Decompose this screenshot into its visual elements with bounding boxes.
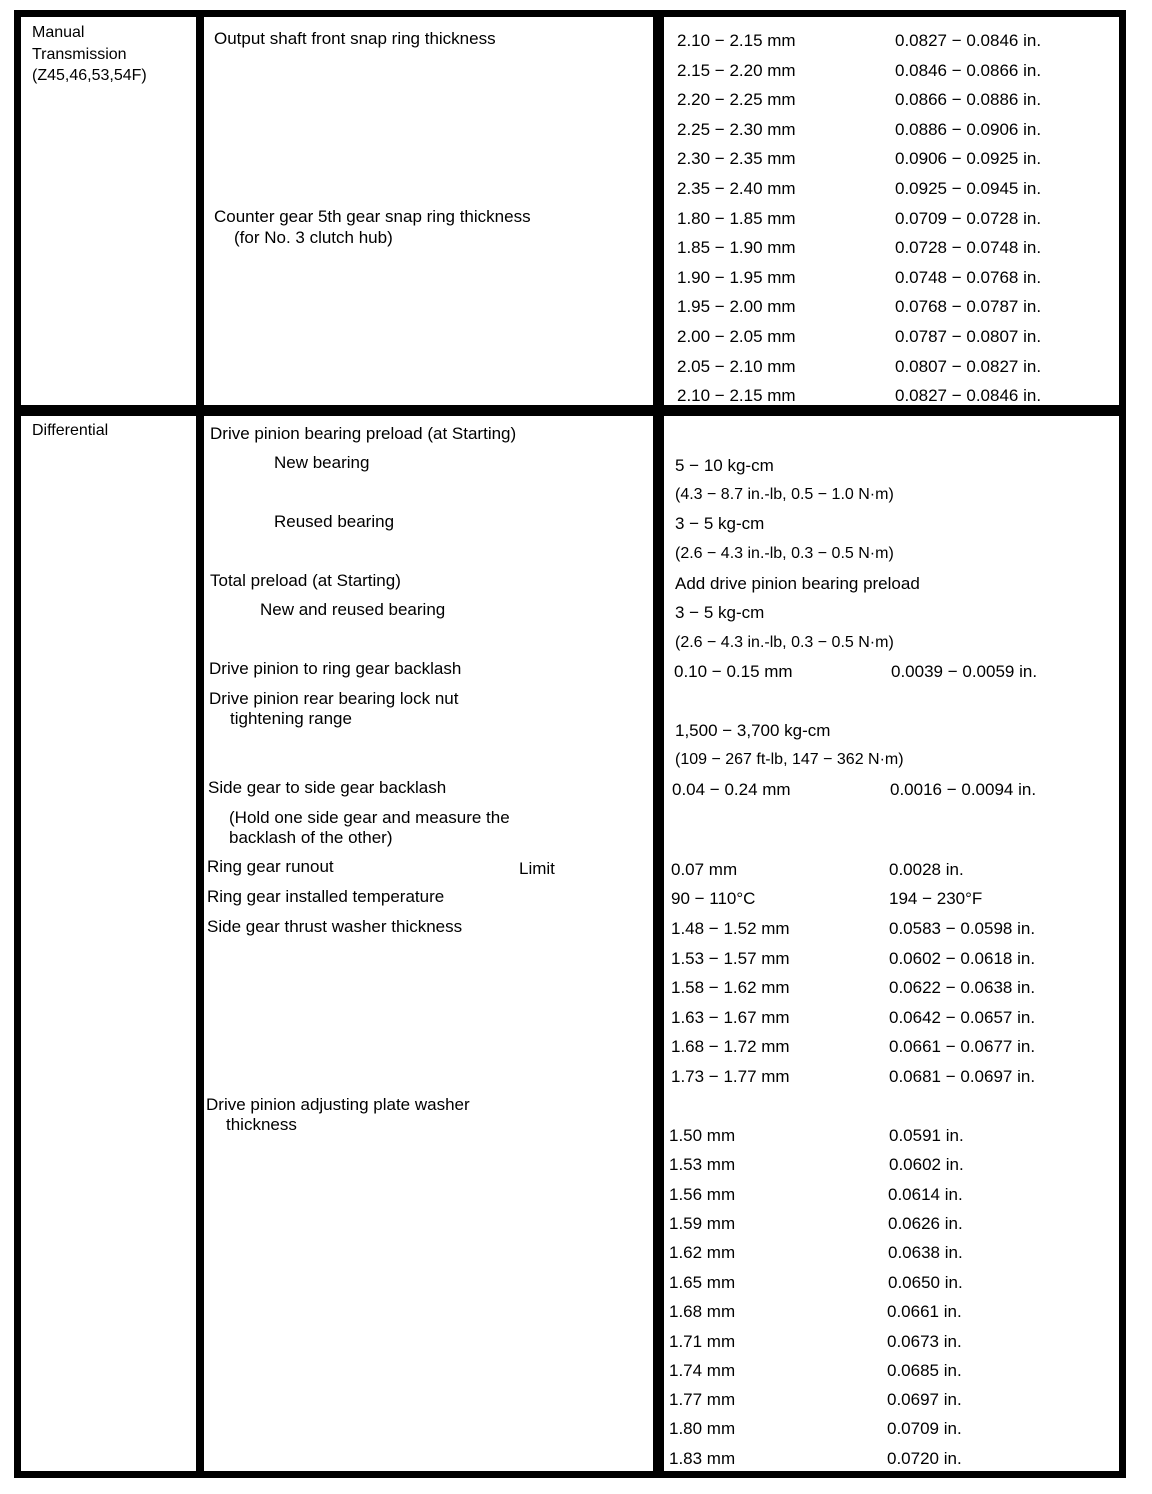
item-label: (for No. 3 clutch hub) bbox=[234, 228, 393, 247]
section-divider bbox=[14, 405, 1126, 416]
metric-value: 2.10 − 2.15 mm bbox=[677, 31, 796, 50]
imperial-value: 0.0039 − 0.0059 in. bbox=[891, 662, 1038, 681]
imperial-value: 0.0720 in. bbox=[887, 1449, 962, 1468]
metric-value: 1.56 mm bbox=[669, 1185, 736, 1204]
metric-value: 1.85 − 1.90 mm bbox=[677, 238, 796, 258]
metric-value: 2.25 − 2.30 mm bbox=[677, 119, 796, 139]
metric-value: 1.68 mm bbox=[669, 1302, 736, 1321]
column-divider-2 bbox=[653, 10, 664, 1478]
imperial-value: 0.0709 in. bbox=[887, 1419, 962, 1438]
spec-value: (4.3 − 8.7 in.-lb, 0.5 − 1.0 N·m) bbox=[675, 486, 894, 503]
metric-value: 1.71 mm bbox=[669, 1332, 736, 1351]
imperial-value: 0.0709 − 0.0728 in. bbox=[895, 208, 1042, 228]
spec-value: 5 − 10 kg-cm bbox=[675, 456, 774, 475]
metric-value: 0.10 − 0.15 mm bbox=[674, 662, 793, 681]
metric-value: 1.50 mm bbox=[669, 1126, 736, 1145]
imperial-value: 0.0886 − 0.0906 in. bbox=[895, 119, 1042, 139]
metric-value: 1.53 mm bbox=[669, 1155, 736, 1174]
imperial-value: 0.0614 in. bbox=[888, 1185, 963, 1204]
item-label: New bearing bbox=[274, 453, 370, 472]
spec-value: 3 − 5 kg-cm bbox=[675, 514, 765, 533]
spec-value: (2.6 − 4.3 in.-lb, 0.3 − 0.5 N·m) bbox=[675, 634, 894, 651]
item-label: Limit bbox=[519, 859, 555, 878]
item-label: Ring gear runout bbox=[207, 857, 334, 876]
imperial-value: 0.0728 − 0.0748 in. bbox=[895, 238, 1042, 258]
metric-value: 1.80 − 1.85 mm bbox=[677, 208, 796, 228]
column-divider-1 bbox=[196, 10, 204, 1478]
imperial-value: 0.0906 − 0.0925 in. bbox=[895, 149, 1042, 169]
item-label: Total preload (at Starting) bbox=[210, 571, 401, 590]
spec-value: (109 − 267 ft-lb, 147 − 362 N·m) bbox=[675, 751, 904, 768]
metric-value: 2.20 − 2.25 mm bbox=[677, 90, 796, 110]
metric-value: 2.35 − 2.40 mm bbox=[677, 179, 796, 198]
imperial-value: 194 − 230°F bbox=[889, 889, 983, 908]
item-label: tightening range bbox=[230, 709, 352, 728]
metric-value: 90 − 110°C bbox=[671, 889, 756, 908]
metric-value: 2.00 − 2.05 mm bbox=[677, 327, 796, 346]
item-label: Drive pinion to ring gear backlash bbox=[209, 659, 462, 678]
metric-value: 2.30 − 2.35 mm bbox=[677, 149, 796, 169]
metric-value: 0.04 − 0.24 mm bbox=[672, 780, 791, 799]
imperial-value: 0.0642 − 0.0657 in. bbox=[889, 1008, 1036, 1027]
spec-value: 3 − 5 kg-cm bbox=[675, 603, 765, 622]
imperial-value: 0.0602 in. bbox=[889, 1155, 964, 1174]
imperial-value: 0.0602 − 0.0618 in. bbox=[889, 949, 1036, 968]
item-label: Reused bearing bbox=[274, 512, 395, 531]
item-label: Drive pinion rear bearing lock nut bbox=[209, 689, 459, 708]
item-label: Counter gear 5th gear snap ring thickness bbox=[214, 207, 531, 226]
imperial-value: 0.0016 − 0.0094 in. bbox=[890, 780, 1037, 799]
imperial-value: 0.0622 − 0.0638 in. bbox=[889, 978, 1036, 997]
metric-value: 1.68 − 1.72 mm bbox=[671, 1037, 790, 1056]
item-label: Ring gear installed temperature bbox=[207, 887, 445, 906]
metric-value: 1.59 mm bbox=[669, 1214, 736, 1233]
metric-value: 2.15 − 2.20 mm bbox=[677, 60, 796, 80]
metric-value: 1.90 − 1.95 mm bbox=[677, 267, 796, 287]
metric-value: 1.95 − 2.00 mm bbox=[677, 297, 796, 317]
item-label: backlash of the other) bbox=[229, 828, 393, 847]
imperial-value: 0.0827 − 0.0846 in. bbox=[895, 31, 1042, 50]
imperial-value: 0.0846 − 0.0866 in. bbox=[895, 60, 1042, 80]
imperial-value: 0.0681 − 0.0697 in. bbox=[889, 1067, 1036, 1086]
imperial-value: 0.0925 − 0.0945 in. bbox=[895, 179, 1042, 198]
category-label: Differential bbox=[32, 422, 109, 439]
imperial-value: 0.0650 in. bbox=[888, 1273, 963, 1292]
category-label: Manual bbox=[32, 24, 85, 41]
item-label: Drive pinion adjusting plate washer bbox=[206, 1095, 470, 1114]
imperial-value: 0.0866 − 0.0886 in. bbox=[895, 90, 1042, 110]
imperial-value: 0.0638 in. bbox=[888, 1243, 963, 1262]
imperial-value: 0.0748 − 0.0768 in. bbox=[895, 267, 1042, 287]
metric-value: 1.80 mm bbox=[669, 1419, 736, 1438]
item-label: Side gear to side gear backlash bbox=[208, 778, 447, 797]
metric-value: 0.07 mm bbox=[671, 860, 738, 879]
imperial-value: 0.0768 − 0.0787 in. bbox=[895, 297, 1042, 317]
imperial-value: 0.0827 − 0.0846 in. bbox=[895, 386, 1042, 406]
category-label: (Z45,46,53,54F) bbox=[32, 67, 147, 84]
metric-value: 1.65 mm bbox=[669, 1273, 736, 1292]
imperial-value: 0.0626 in. bbox=[888, 1214, 963, 1233]
imperial-value: 0.0591 in. bbox=[889, 1126, 964, 1145]
spec-value: (2.6 − 4.3 in.-lb, 0.3 − 0.5 N·m) bbox=[675, 545, 894, 562]
imperial-value: 0.0028 in. bbox=[889, 860, 964, 879]
metric-value: 1.53 − 1.57 mm bbox=[671, 949, 790, 968]
metric-value: 1.62 mm bbox=[669, 1243, 736, 1262]
imperial-value: 0.0583 − 0.0598 in. bbox=[889, 919, 1036, 938]
imperial-value: 0.0685 in. bbox=[887, 1361, 962, 1380]
imperial-value: 0.0661 − 0.0677 in. bbox=[889, 1037, 1036, 1056]
item-label: Side gear thrust washer thickness bbox=[207, 917, 463, 936]
imperial-value: 0.0697 in. bbox=[887, 1390, 962, 1409]
item-label: thickness bbox=[226, 1115, 297, 1134]
metric-value: 1.58 − 1.62 mm bbox=[671, 978, 790, 997]
imperial-value: 0.0673 in. bbox=[887, 1332, 962, 1351]
metric-value: 2.05 − 2.10 mm bbox=[677, 356, 796, 376]
spec-value: Add drive pinion bearing preload bbox=[675, 574, 920, 593]
item-label: (Hold one side gear and measure the bbox=[229, 808, 510, 827]
metric-value: 1.48 − 1.52 mm bbox=[671, 919, 790, 938]
metric-value: 2.10 − 2.15 mm bbox=[677, 386, 796, 406]
imperial-value: 0.0661 in. bbox=[887, 1302, 962, 1321]
imperial-value: 0.0807 − 0.0827 in. bbox=[895, 356, 1042, 376]
item-label: Drive pinion bearing preload (at Starting) bbox=[210, 424, 517, 443]
metric-value: 1.83 mm bbox=[669, 1449, 736, 1468]
metric-value: 1.74 mm bbox=[669, 1361, 736, 1380]
imperial-value: 0.0787 − 0.0807 in. bbox=[895, 327, 1042, 346]
metric-value: 1.77 mm bbox=[669, 1390, 736, 1409]
item-label: New and reused bearing bbox=[260, 600, 446, 619]
metric-value: 1.63 − 1.67 mm bbox=[671, 1008, 790, 1027]
category-label: Transmission bbox=[32, 46, 127, 63]
spec-value: 1,500 − 3,700 kg-cm bbox=[675, 721, 831, 740]
item-label: Output shaft front snap ring thickness bbox=[214, 29, 496, 48]
metric-value: 1.73 − 1.77 mm bbox=[671, 1067, 790, 1086]
